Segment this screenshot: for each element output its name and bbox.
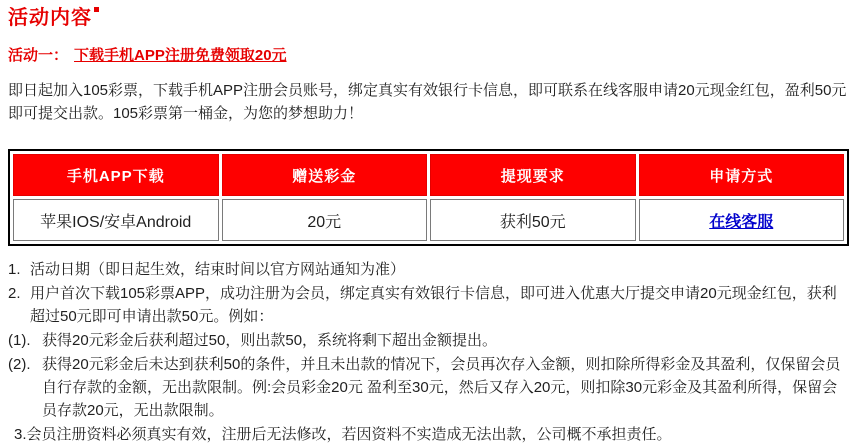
term-marker: 2. bbox=[8, 285, 21, 302]
header-app-download: 手机APP下载 bbox=[13, 154, 219, 196]
cell-apply-method bbox=[639, 199, 845, 241]
term-text: 获得20元彩金后未达到获利50的条件，并且未出款的情况下，会员再次存入金额，则扣除所得彩金及其盈利，仅保留会员自行存款的金额，无出款限制。例:会员彩金20元 盈利至30元，然后又存入20元，则扣除30元彩金及其盈利所得，保留会员存款20元，无出款限制。 bbox=[42, 356, 841, 419]
term-marker: (1). bbox=[8, 332, 31, 349]
activity-subtitle-prefix: 活动一： bbox=[8, 47, 69, 64]
promo-table-header-row bbox=[13, 154, 844, 196]
promo-table bbox=[8, 149, 849, 246]
term-text: 用户首次下载105彩票APP，成功注册为会员，绑定真实有效银行卡信息，即可进入优惠大厅提交申请20元现金红包，获利超过50元即可申请出款50元。例如： bbox=[30, 285, 837, 325]
term-item-2 bbox=[8, 282, 849, 328]
intro-paragraph: 即日起加入105彩票，下载手机APP注册会员账号，绑定真实有效银行卡信息，即可联系在线客服申请20元现金红包，盈利50元即可提交出款。105彩票第一桶金，为您的梦想助力！ bbox=[8, 82, 847, 122]
term-item-example-2 bbox=[8, 353, 849, 422]
term-text: 获得20元彩金后获利超过50，则出款50，系统将剩下超出金额提出。 bbox=[42, 332, 498, 349]
term-text: 活动日期（即日起生效，结束时间以官方网站通知为准） bbox=[30, 261, 406, 278]
cell-withdraw-amount: 获利50元 bbox=[430, 199, 636, 241]
header-bonus: 赠送彩金 bbox=[222, 154, 428, 196]
page-title-text: 活动内容 bbox=[8, 7, 92, 29]
header-withdraw-requirement: 提现要求 bbox=[430, 154, 636, 196]
term-marker: 3. bbox=[14, 426, 27, 443]
term-item-3 bbox=[8, 423, 849, 446]
term-item-example-1 bbox=[8, 329, 849, 352]
cell-app-platforms: 苹果IOS/安卓Android bbox=[13, 199, 219, 241]
online-service-link[interactable]: 在线客服 bbox=[709, 213, 774, 231]
cell-bonus-amount: 20元 bbox=[222, 199, 428, 241]
page-title bbox=[8, 6, 849, 30]
term-text: 会员注册资料必须真实有效，注册后无法修改，若因资料不实造成无法出款，公司概不承担责任。 bbox=[26, 426, 672, 443]
activity-subtitle bbox=[8, 47, 849, 65]
header-apply-method: 申请方式 bbox=[639, 154, 845, 196]
promo-table-data-row bbox=[13, 199, 844, 241]
terms-list bbox=[8, 258, 849, 446]
term-marker: (2). bbox=[8, 356, 31, 373]
term-item-1 bbox=[8, 258, 849, 281]
term-marker: 1. bbox=[8, 261, 21, 278]
title-marker-icon bbox=[94, 7, 99, 12]
activity-subtitle-link: 下载手机APP注册免费领取20元 bbox=[74, 47, 287, 64]
